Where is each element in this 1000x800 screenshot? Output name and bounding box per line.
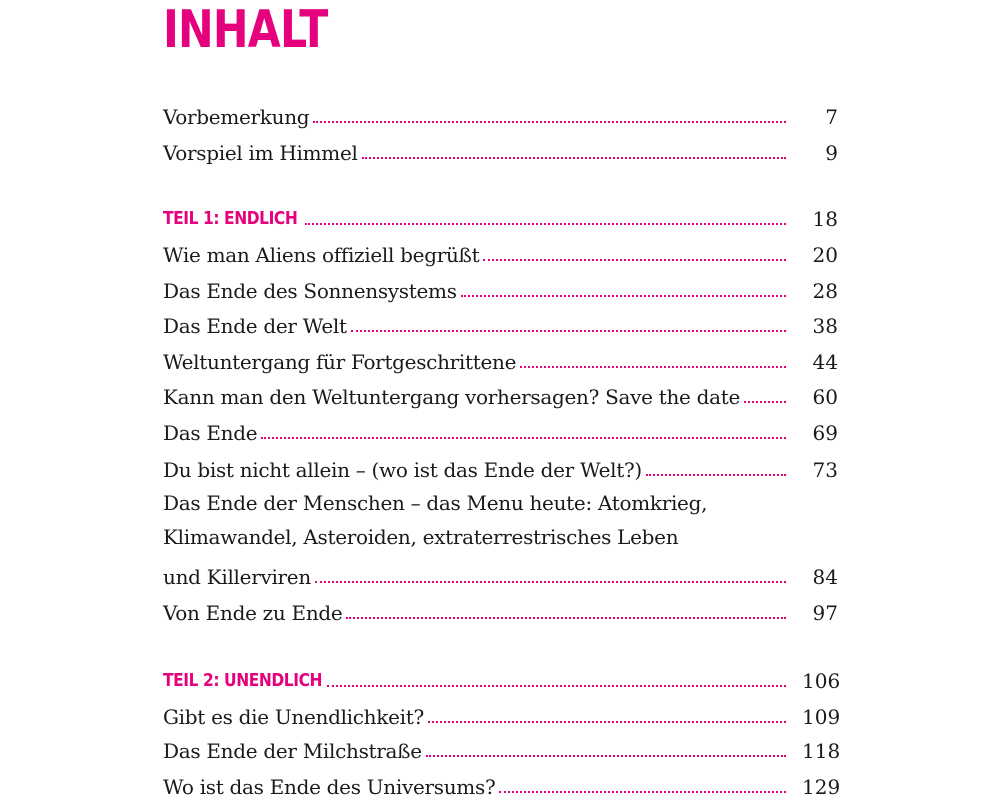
part-heading: TEIL 2: UNENDLICH (163, 670, 323, 691)
toc-page-number: 106 (802, 669, 841, 693)
dot-leader (313, 121, 786, 123)
toc-page-number: 73 (812, 458, 838, 482)
toc-entry-weltuntergang[interactable] (163, 341, 838, 375)
toc-page-number: 20 (812, 243, 838, 267)
dot-leader (744, 401, 786, 403)
toc-entry-ende-der-welt[interactable] (163, 305, 838, 339)
toc-page-number: 118 (802, 739, 841, 763)
toc-page-number: 18 (812, 207, 838, 231)
dot-leader (351, 330, 786, 332)
toc-entry-vorbemerkung[interactable] (163, 96, 838, 130)
toc-entry-title: Vorspiel im Himmel (163, 141, 358, 165)
toc-page-number: 84 (812, 565, 838, 589)
toc-entry-milchstrasse[interactable] (163, 730, 841, 764)
toc-entry-unendlichkeit[interactable] (163, 696, 841, 730)
toc-page-number: 7 (825, 105, 838, 129)
toc-part-1[interactable] (163, 198, 838, 232)
part-heading: TEIL 1: ENDLICH (163, 208, 298, 229)
toc-entry-aliens[interactable] (163, 234, 838, 268)
toc-entry-title: Wo ist das Ende des Universums? (163, 775, 496, 799)
toc-entry-ende-der-menschen[interactable] (163, 484, 838, 590)
dot-leader (305, 223, 786, 225)
toc-entry-title: Gibt es die Unendlichkeit? (163, 705, 424, 729)
dot-leader (428, 721, 786, 723)
dot-leader (426, 755, 786, 757)
dot-leader (646, 474, 786, 476)
dot-leader (346, 617, 786, 619)
toc-entry-title: Das Ende der Welt (163, 314, 347, 338)
toc-entry-universum[interactable] (163, 766, 841, 800)
dot-leader (461, 295, 786, 297)
toc-entry-title: Wie man Aliens offiziell begrüßt (163, 243, 480, 267)
toc-entry-title-line: Das Ende der Menschen – das Menu heute: Atomkrieg, (163, 491, 708, 515)
toc-entry-title: Das Ende der Milchstraße (163, 739, 422, 763)
toc-entry-title: Weltuntergang für Fortgeschrittene (163, 350, 517, 374)
dot-leader (483, 259, 786, 261)
toc-page-number: 129 (802, 775, 841, 799)
toc-page-number: 9 (825, 141, 838, 165)
toc-entry-title: Vorbemerkung (163, 105, 310, 129)
toc-entry-title-line: Klimawandel, Asteroiden, extraterrestrisches Leben (163, 525, 679, 549)
toc-entry-title: Das Ende des Sonnensystems (163, 279, 457, 303)
toc-page-number: 97 (812, 601, 838, 625)
toc-entry-vorspiel[interactable] (163, 132, 838, 166)
dot-leader (327, 685, 786, 687)
dot-leader (261, 437, 786, 439)
dot-leader (499, 791, 786, 793)
toc-entry-title: Von Ende zu Ende (163, 601, 343, 625)
toc-entry-title-line: und Killerviren (163, 565, 311, 589)
toc-entry-das-ende[interactable] (163, 412, 838, 446)
toc-entry-sonnensystem[interactable] (163, 270, 838, 304)
toc-page-number: 109 (802, 705, 841, 729)
toc-page-number: 69 (812, 421, 838, 445)
toc-part-2[interactable] (163, 660, 841, 694)
toc-entry-vorhersagen[interactable] (163, 376, 838, 410)
toc-page-number: 38 (812, 314, 838, 338)
toc-page-number: 44 (812, 350, 838, 374)
toc-entry-title: Du bist nicht allein – (wo ist das Ende der Welt?) (163, 458, 642, 482)
toc-page-number: 28 (812, 279, 838, 303)
dot-leader (362, 157, 786, 159)
dot-leader (315, 581, 786, 583)
page-title: INHALT (163, 0, 328, 60)
toc-page-number: 60 (812, 385, 838, 409)
toc-entry-title: Das Ende (163, 421, 258, 445)
toc-entry-nicht-allein[interactable] (163, 449, 838, 483)
toc-entry-von-ende-zu-ende[interactable] (163, 592, 838, 626)
dot-leader (520, 366, 786, 368)
toc-entry-title: Kann man den Weltuntergang vorhersagen? Save the date (163, 385, 741, 409)
